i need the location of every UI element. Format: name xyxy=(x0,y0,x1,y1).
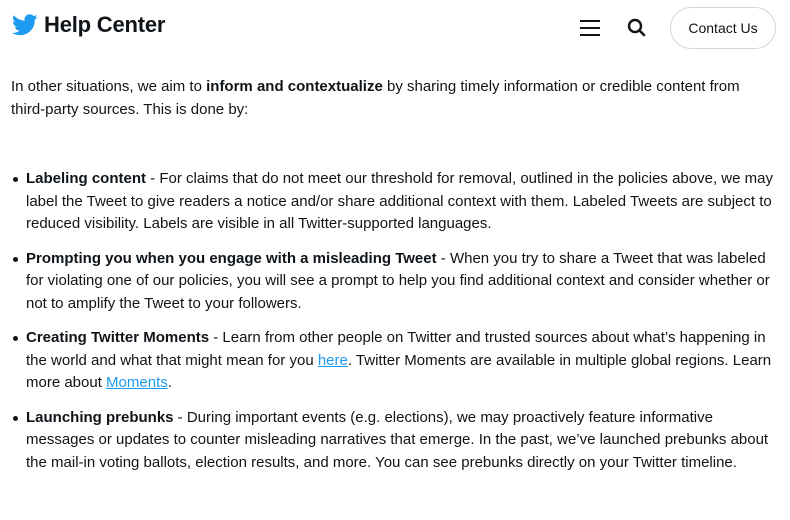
moments-link[interactable]: Moments xyxy=(106,374,168,391)
list-item-prebunks xyxy=(11,407,776,475)
list-item-text: - Learn from other people on Twitter and trusted sources about what’s happening in the world and what that might mean for you xyxy=(26,329,766,369)
intro-text-end: by sharing timely information or credible content from third-party sources. This is done by: xyxy=(11,78,740,118)
intro-text-start: In other situations, we aim to xyxy=(11,78,207,95)
list-item-title: Launching prebunks xyxy=(26,408,174,426)
article-content xyxy=(11,76,776,486)
search-icon[interactable] xyxy=(625,16,649,40)
here-link[interactable]: here xyxy=(317,351,348,369)
contact-us-button[interactable]: Contact Us xyxy=(670,7,776,49)
list-item-text: - During important events (e.g. elections), we may proactively feature informative messages or updates to counter misleading narratives that emerge. In the past, we’ve launched prebunks about the mail-in voting ballots, election results, and more. You can see prebunks directly on your Twitter timeline. xyxy=(26,408,769,471)
list-item-text: . Twitter Moments are available in multiple global regions. Learn more about xyxy=(26,351,772,391)
list-item-text: - When you try to share a Tweet that was labeled for violating one of our policies, you will see a prompt to help you find additional context and consider whether or not to amplify the Tweet to your followers. xyxy=(26,249,770,312)
help-center-home-link[interactable] xyxy=(12,12,165,38)
list-item-title: Labeling content xyxy=(26,170,146,187)
list-item-title: Creating Twitter Moments xyxy=(26,329,210,346)
intro-bold-text: inform and contextualize xyxy=(206,78,383,95)
list-item-text: . xyxy=(167,374,172,391)
hamburger-menu-icon[interactable] xyxy=(577,16,603,40)
intro-paragraph xyxy=(11,76,776,121)
site-header xyxy=(0,0,790,58)
list-item-text: - For claims that do not meet our threshold for removal, outlined in the policies above, we may label the Tweet to give readers a notice and/or share additional context with them. Labeled Tweets are subject to reduced visibility. Labels are visible in all Twitter-supported languages. xyxy=(26,170,773,232)
twitter-bird-icon xyxy=(12,14,38,36)
list-item-prompting xyxy=(11,248,776,316)
list-item-twitter-moments xyxy=(11,327,776,395)
list-item-labeling-content xyxy=(11,168,776,236)
help-center-title: Help Center xyxy=(44,12,166,37)
actions-list xyxy=(11,168,776,474)
list-item-title: Prompting you when you engage with a misleading Tweet xyxy=(26,249,437,267)
